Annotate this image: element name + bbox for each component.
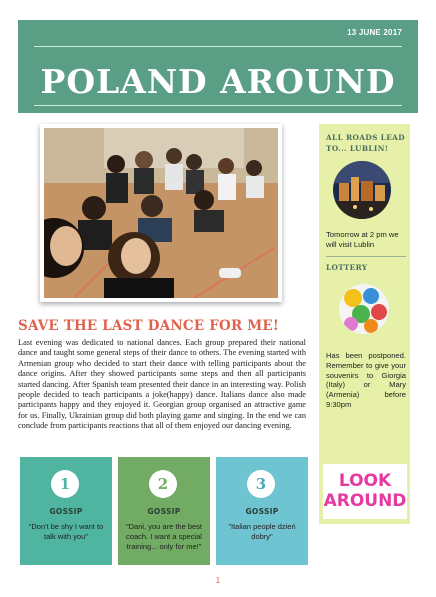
sidebar <box>319 124 410 524</box>
look-around-logo-graphic <box>323 464 407 519</box>
sidebar-heading-lublin: ALL ROADS LEAD TO... LUBLIN! <box>326 133 405 153</box>
gossip-quote: "Dani, you are the best coach. I want a special training... only for me!" <box>125 522 203 551</box>
svg-text:LOOK: LOOK <box>338 471 392 491</box>
lublin-night-illustration <box>333 161 391 219</box>
group-photo-frame <box>40 124 282 302</box>
gossip-number: 2 <box>149 470 177 498</box>
group-selfie-illustration <box>44 128 278 298</box>
newsletter-title: POLAND AROUND <box>40 62 396 101</box>
gossip-card-1 <box>20 457 112 565</box>
article-title: SAVE THE LAST DANCE FOR ME! <box>18 318 280 334</box>
header-rule-bottom <box>34 105 402 106</box>
svg-text:AROUND: AROUND <box>323 491 407 511</box>
sidebar-heading-lottery: LOTTERY <box>326 263 368 272</box>
gossip-number: 1 <box>51 470 79 498</box>
lottery-balls-illustration <box>339 284 389 334</box>
article-body: Last evening was dedicated to national dances. Each group prepared their national dance and taught some general steps of their dance to others. The evening started with Armenian group who decided to start their dance with telling participants about the dance origins. After they showed participants some steps and then all participants started dancing. After Spanish team presented their dance in an interesting way. Polish people decided to teach participants a joke(happy) dance. Italians dance also made participants happy and they enjoyed it. Georgian group organised an attractive game for us. Finally, Ukrainian group did both playing game and singing. In the end we can conclude from participants reactions that all of them enjoyed our dancing evening. <box>18 338 306 431</box>
gossip-label: GOSSIP <box>147 507 181 516</box>
gossip-number: 3 <box>247 470 275 498</box>
page-number: 1 <box>215 576 221 585</box>
gossip-quote: "Don't be shy I want to talk with you" <box>28 522 104 541</box>
gossip-card-2 <box>118 457 210 565</box>
look-around-logo <box>323 464 407 519</box>
lublin-text: Tomorrow at 2 pm we will visit Lublin <box>326 230 399 249</box>
group-selfie-photo <box>44 128 278 298</box>
lottery-text: Has been postponed. Remember to give your souvenirs to Giorgia (Italy) or Mary (Armenia) before 9:30pm <box>326 351 406 409</box>
gossip-quote: "Italian people dzień dobry" <box>228 522 296 541</box>
header-rule-top <box>34 46 402 47</box>
lublin-photo <box>333 161 391 219</box>
gossip-label: GOSSIP <box>49 507 83 516</box>
header-banner <box>18 20 418 113</box>
gossip-card-3 <box>216 457 308 565</box>
gossip-label: GOSSIP <box>245 507 279 516</box>
issue-date: 13 JUNE 2017 <box>347 28 402 37</box>
lottery-balls-photo <box>339 284 389 334</box>
sidebar-divider <box>326 256 406 257</box>
